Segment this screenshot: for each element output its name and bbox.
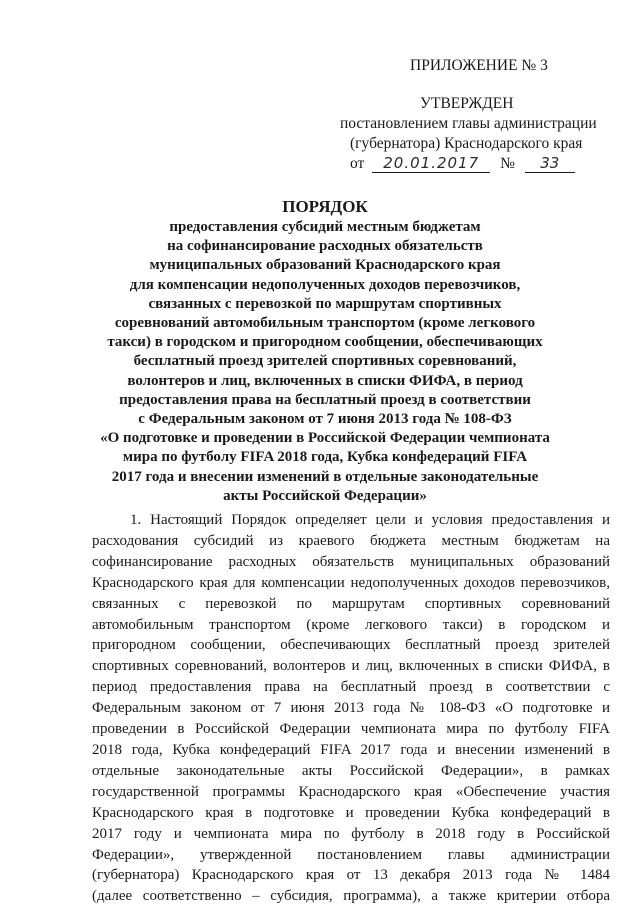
title-line: с Федеральным законом от 7 июня 2013 года № 108-ФЗ [138,411,512,428]
body-line: (губернатора) Краснодарского края от 13 декабря 2013 года № 1484 [92,867,610,884]
body-line: 2017 году и чемпионата мира по футболу в 2018 году в Российской [92,825,610,842]
title-line: 2017 года и внесении изменений в отдельные законодательные [111,468,539,485]
body-line: государственной программы Краснодарского края «Обеспечение участия [92,783,610,800]
approved-label: УТВЕРЖДЕН [420,95,514,112]
approval-line-2: (губернатора) Краснодарского края [350,135,583,152]
title-line: на софинансирование расходных обязательств [167,238,483,255]
body-line: связанных с перевозкой по маршрутам спортивных соревнований [92,595,610,612]
body-line: отдельные законодательные акты Российской Федерации», в рамках [92,762,610,779]
title-line: предоставления субсидий местным бюджетам [169,219,481,235]
body-paragraph-1 [92,510,610,907]
title-line: акты Российской Федерации» [223,487,427,504]
number-prefix: № [500,155,515,172]
body-line: 1. Настоящий Порядок определяет цели и условия предоставления и [130,512,610,528]
title-line: для компенсации недополученных доходов перевозчиков, [129,276,521,293]
title-line: бесплатный проезд зрителей спортивных соревнований, [133,353,517,370]
title-line: предоставления права на бесплатный проезд в соответствии [119,391,531,408]
body-line: софинансирование расходных обязательств муниципальных образований [92,553,610,570]
title-main: ПОРЯДОК [282,197,368,216]
body-line: Федеральным законом от 7 июня 2013 года № 108-ФЗ «О подготовке и [92,700,610,717]
body-line: (далее соответственно – субсидия, программа), а также критерии отбора [92,888,610,905]
date-prefix: от [350,155,365,172]
handwritten-date: 20.01.2017 [372,154,490,173]
body-line: Федерации», утвержденной постановлением главы администрации [92,846,610,863]
body-line: автомобильным транспортом (кроме легкового такси) в городском и [92,616,610,633]
title-line: мира по футболу FIFA 2018 года, Кубка конфедераций FIFA [122,449,528,466]
title-line: муниципальных образований Краснодарского края [149,257,501,274]
body-line: 2018 года, Кубка конфедераций FIFA 2017 года и внесении изменений в [92,741,610,758]
handwritten-number: 33 [525,154,575,173]
title-line: соревнований автомобильным транспортом (кроме легкового [114,315,536,332]
title-subtitle [90,218,560,506]
body-line: расходования субсидий из краевого бюджета местным бюджетам на [92,532,610,549]
body-line: период предоставления права на бесплатный проезд в соответствии с [92,679,610,696]
body-line: пригородном сообщении, обеспечивающих бесплатный проезд зрителей [92,637,610,654]
title-line: «О подготовке и проведении в Российской Федерации чемпионата [100,430,550,447]
appendix-label: ПРИЛОЖЕНИЕ № 3 [410,57,548,74]
body-line: Краснодарского края для компенсации недополученных доходов перевозчиков, [92,574,610,591]
title-line: связанных с перевозкой по маршрутам спортивных [148,295,502,312]
body-line: спортивных соревнований, волонтеров и лиц, включенных в списки ФИФА, в [92,658,610,675]
approval-line-1: постановлением главы администрации [340,115,597,132]
approval-date-line [350,154,575,174]
title-line: волонтеров и лиц, включенных в списки ФИФА, в период [127,372,523,389]
document-title [90,196,560,506]
body-line: Краснодарского края в подготовке и проведении Кубка конфедераций в [92,804,610,821]
body-line: проведении в Российской Федерации чемпионата мира по футболу FIFA [92,721,610,738]
title-line: такси) в городском и пригородном сообщении, обеспечивающих [107,334,543,351]
